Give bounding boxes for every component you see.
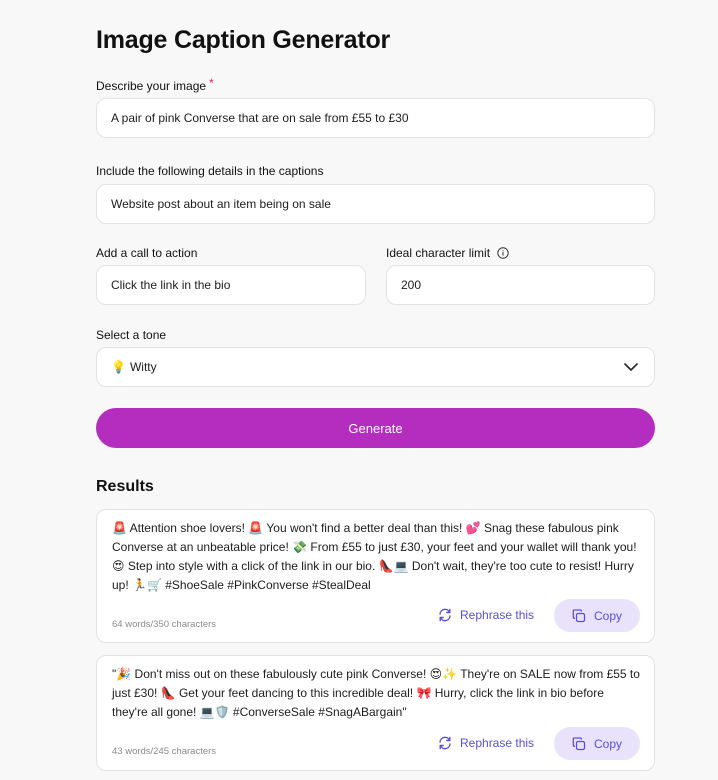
rephrase-button[interactable]	[438, 736, 534, 750]
describe-label	[96, 76, 214, 93]
result-count: 43 words/245 characters	[112, 746, 217, 757]
limit-input[interactable]	[386, 265, 655, 305]
limit-input-value: 200	[401, 278, 422, 292]
generate-button[interactable]: Generate	[96, 408, 655, 448]
rephrase-label: Rephrase this	[460, 736, 535, 750]
describe-label-text: Describe your image	[96, 79, 207, 93]
rephrase-button[interactable]	[438, 608, 534, 622]
copy-icon	[572, 737, 586, 751]
tone-label	[96, 328, 166, 342]
result-count: 64 words/350 characters	[112, 619, 217, 630]
describe-input[interactable]	[96, 98, 655, 138]
cta-label	[96, 246, 197, 260]
result-card	[96, 655, 655, 771]
limit-label-text: Ideal character limit	[386, 246, 491, 260]
limit-label	[386, 246, 509, 260]
describe-input-value: A pair of pink Converse that are on sale from £55 to £30	[111, 111, 409, 125]
page-title: Image Caption Generator	[96, 26, 391, 54]
details-input-value: Website post about an item being on sale	[111, 197, 331, 211]
cta-input-value: Click the link in the bio	[111, 278, 231, 292]
copy-label: Copy	[593, 736, 622, 751]
rephrase-label: Rephrase this	[460, 608, 535, 622]
result-card	[96, 509, 655, 643]
copy-icon	[572, 609, 586, 623]
copy-label: Copy	[593, 608, 622, 623]
result-text: 🚨 Attention shoe lovers! 🚨 You won't find a better deal than this! 💕 Snag these fabulous pink Converse at an unbeatable price! 💸 From £55 to just £30, your feet and your wallet will thank you! 😍 Step into style with a click of the link in our bio. 👠💻 Don't wait, they're too cute to resist! Hurry up! 🏃🛒 #ShoeSale #PinkConverse #StealDeal	[112, 521, 637, 592]
tone-label-text: Select a tone	[96, 328, 167, 342]
lightbulb-icon: 💡	[111, 360, 126, 374]
tone-select[interactable]	[96, 347, 655, 387]
cta-input[interactable]	[96, 265, 366, 305]
tone-select-text: Witty	[129, 360, 157, 374]
details-label	[96, 164, 323, 178]
copy-button[interactable]	[554, 599, 640, 632]
details-label-text: Include the following details in the captions	[96, 164, 324, 178]
refresh-icon	[438, 608, 452, 622]
cta-label-text: Add a call to action	[96, 246, 198, 260]
required-mark: *	[209, 76, 214, 90]
chevron-down-icon	[624, 363, 638, 371]
tone-select-value	[111, 360, 157, 374]
results-heading: Results	[96, 478, 154, 495]
details-input[interactable]	[96, 184, 655, 224]
result-text: "🎉 Don't miss out on these fabulously cute pink Converse! 😍✨ They're on SALE now from £55 to just £30! 👠 Get your feet dancing to this incredible deal! 🎀 Hurry, click the link in bio before they're all gone! 💻🛡️ #ConverseSale #SnagABargain"	[112, 667, 640, 719]
copy-button[interactable]	[554, 727, 640, 760]
info-icon[interactable]	[497, 247, 509, 259]
refresh-icon	[438, 736, 452, 750]
